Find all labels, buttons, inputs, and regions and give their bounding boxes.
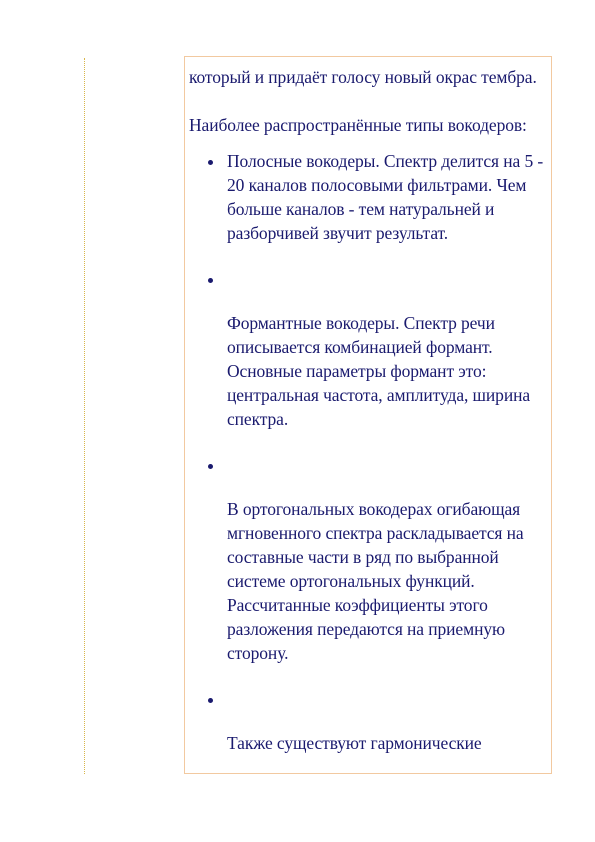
continuation-paragraph: который и придаёт голосу новый окрас тембра. [189,67,537,87]
list-item-text: Формантные вокодеры. Спектр речи описывается комбинацией формант. Основные параметры формант это: центральная частота, амплитуда, ширина спектра. [227,313,531,429]
list-item [189,149,544,245]
list-item [189,461,544,665]
list-item-text: В ортогональных вокодерах огибающая мгновенного спектра раскладывается на составные части в ряд по выбранной системе ортогональных функций. Рассчитанные коэффициенты этого разложения передаются на приемную сторону. [227,499,524,663]
list-item-text: Полосные вокодеры. Спектр делится на 5 - 20 каналов полосовыми фильтрами. Чем больше каналов - тем натуральней и разборчивей звучит результат. [227,151,544,243]
document-content [189,65,544,755]
bullet-icon [208,698,213,703]
bullet-icon [208,278,213,283]
bullet-icon [208,464,213,469]
list-item [189,695,544,755]
list-item [189,275,544,431]
margin-guide-line [84,58,85,774]
list-item-text: Также существуют гармонические [227,733,482,753]
vocoder-types-list [189,149,544,755]
text-frame [184,56,552,774]
intro-paragraph: Наиболее распространённые типы вокодеров: [189,115,527,135]
bullet-icon [208,160,213,165]
